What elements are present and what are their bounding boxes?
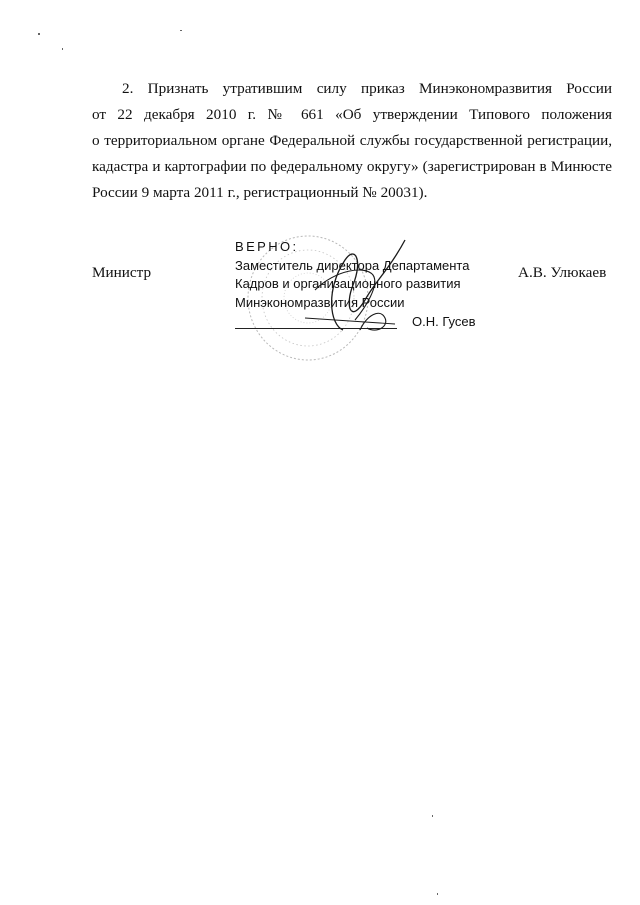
minister-position: Министр [92,264,152,281]
main-paragraph [92,76,612,206]
certification-heading: ВЕРНО: [235,239,299,254]
paragraph-line: кадастра и картографии по федеральному округу» (зарегистрирован в Минюсте [92,158,612,175]
certification-block [235,238,505,333]
paragraph-line: о территориальном органе Федеральной службы государственной регистрации, [92,132,612,149]
scan-speck [62,48,63,50]
scan-speck [38,33,40,35]
scan-speck [437,893,438,895]
signature-row [235,313,505,333]
paragraph-line: России 9 марта 2011 г., регистрационный № 20031). [92,184,428,201]
certification-line: Заместитель директора Департамента [235,257,470,273]
scan-speck [432,815,433,817]
scan-speck [180,30,182,31]
certification-line: Кадров и организационного развития [235,276,461,291]
signer-name: О.Н. Гусев [412,314,476,329]
paragraph-line: 2. Признать утратившим силу приказ Минэкономразвития России [122,80,612,97]
paragraph-line: от 22 декабря 2010 г. № 661 «Об утверждении Типового положения [92,106,612,123]
signature-line [235,328,397,329]
minister-name: А.В. Улюкаев [518,264,607,281]
certification-line: Минэкономразвития России [235,294,405,310]
